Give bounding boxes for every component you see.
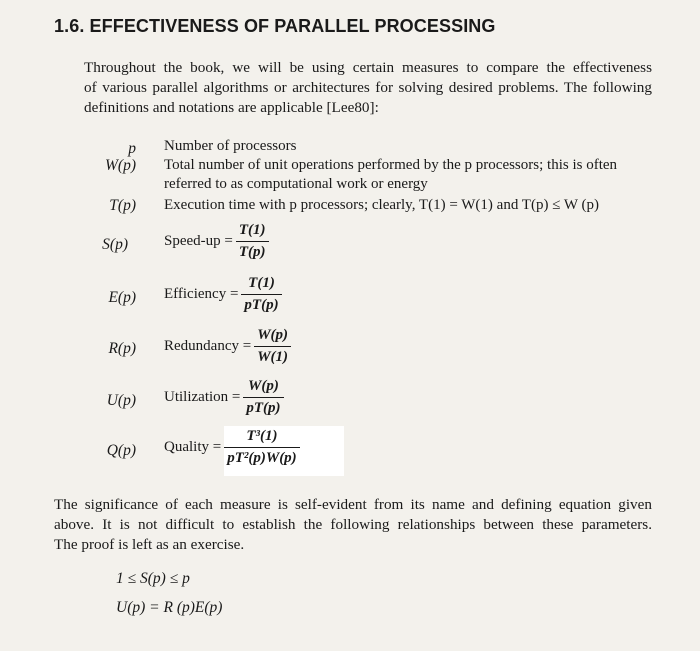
measure-label: Speed-up = [164,233,233,249]
fraction-numerator: T(1) [238,222,266,238]
symbol-efficiency: E(p) [108,289,136,306]
measure-label: Efficiency = [164,286,239,302]
significance-line: The significance of each measure is self-evident from its name and defining equation given [54,496,652,513]
fraction-numerator: W(p) [257,327,289,343]
fraction-bar [241,294,281,295]
symbol-t: T(p) [109,197,136,214]
fraction-denominator: T(p) [238,244,266,260]
utilization-relation: U(p) = R (p)E(p) [116,599,223,616]
intro-paragraph [54,58,652,118]
symbol-speedup: S(p) [102,236,128,253]
definition-w [164,156,617,194]
definition-p [164,137,296,156]
significance-line: The proof is left as an exercise. [54,536,245,553]
definition-t [164,196,599,215]
fraction-numerator: T(1) [248,275,275,291]
intro-line: Throughout the book, we will be using certain measures to compare the effectiveness [84,59,652,76]
definition-text: Number of processors [164,138,297,154]
fraction-bar [224,447,299,448]
quality-fraction [224,428,299,467]
definition-text: Execution time with p processors; clearly, T(1) = W(1) and T(p) ≤ W (p) [164,197,600,213]
intro-line: of various parallel algorithms or architectures for solving desired problems. The following [84,79,652,96]
speedup-fraction [236,222,269,261]
redundancy-fraction [254,327,291,366]
significance-paragraph [54,495,652,555]
measure-label: Quality = [164,439,222,455]
efficiency-equation [164,275,282,314]
fraction-bar [236,241,269,242]
symbol-p: p [128,140,136,157]
fraction-bar [243,397,283,398]
intro-line: definitions and notations are applicable [Lee80]: [84,99,379,116]
symbol-w: W(p) [105,157,136,174]
utilization-equation [164,378,284,417]
symbol-quality: Q(p) [106,442,136,459]
efficiency-fraction [241,275,281,314]
speedup-equation [164,222,269,261]
fraction-denominator: pT(p) [246,400,281,416]
symbol-utilization: U(p) [106,392,136,409]
fraction-denominator: W(1) [257,349,289,365]
fraction-numerator: W(p) [248,378,279,394]
redundancy-equation [164,327,291,366]
section-heading: 1.6. EFFECTIVENESS OF PARALLEL PROCESSING [54,16,496,36]
fraction-denominator: pT²(p)W(p) [227,450,297,466]
measure-label: Utilization = [164,389,241,405]
symbol-redundancy: R(p) [108,340,136,357]
significance-line: above. It is not difficult to establish the following relationships between these parameters. [54,516,652,533]
speedup-bounds: 1 ≤ S(p) ≤ p [116,570,190,587]
quality-equation [164,428,300,467]
fraction-bar [254,346,291,347]
measure-label: Redundancy = [164,338,252,354]
utilization-fraction [243,378,283,417]
fraction-denominator: pT(p) [244,297,279,313]
definition-text: Total number of unit operations performed by the p processors; this is often [164,157,618,173]
definition-text: referred to as computational work or energy [164,176,428,192]
fraction-numerator: T³(1) [246,428,278,444]
